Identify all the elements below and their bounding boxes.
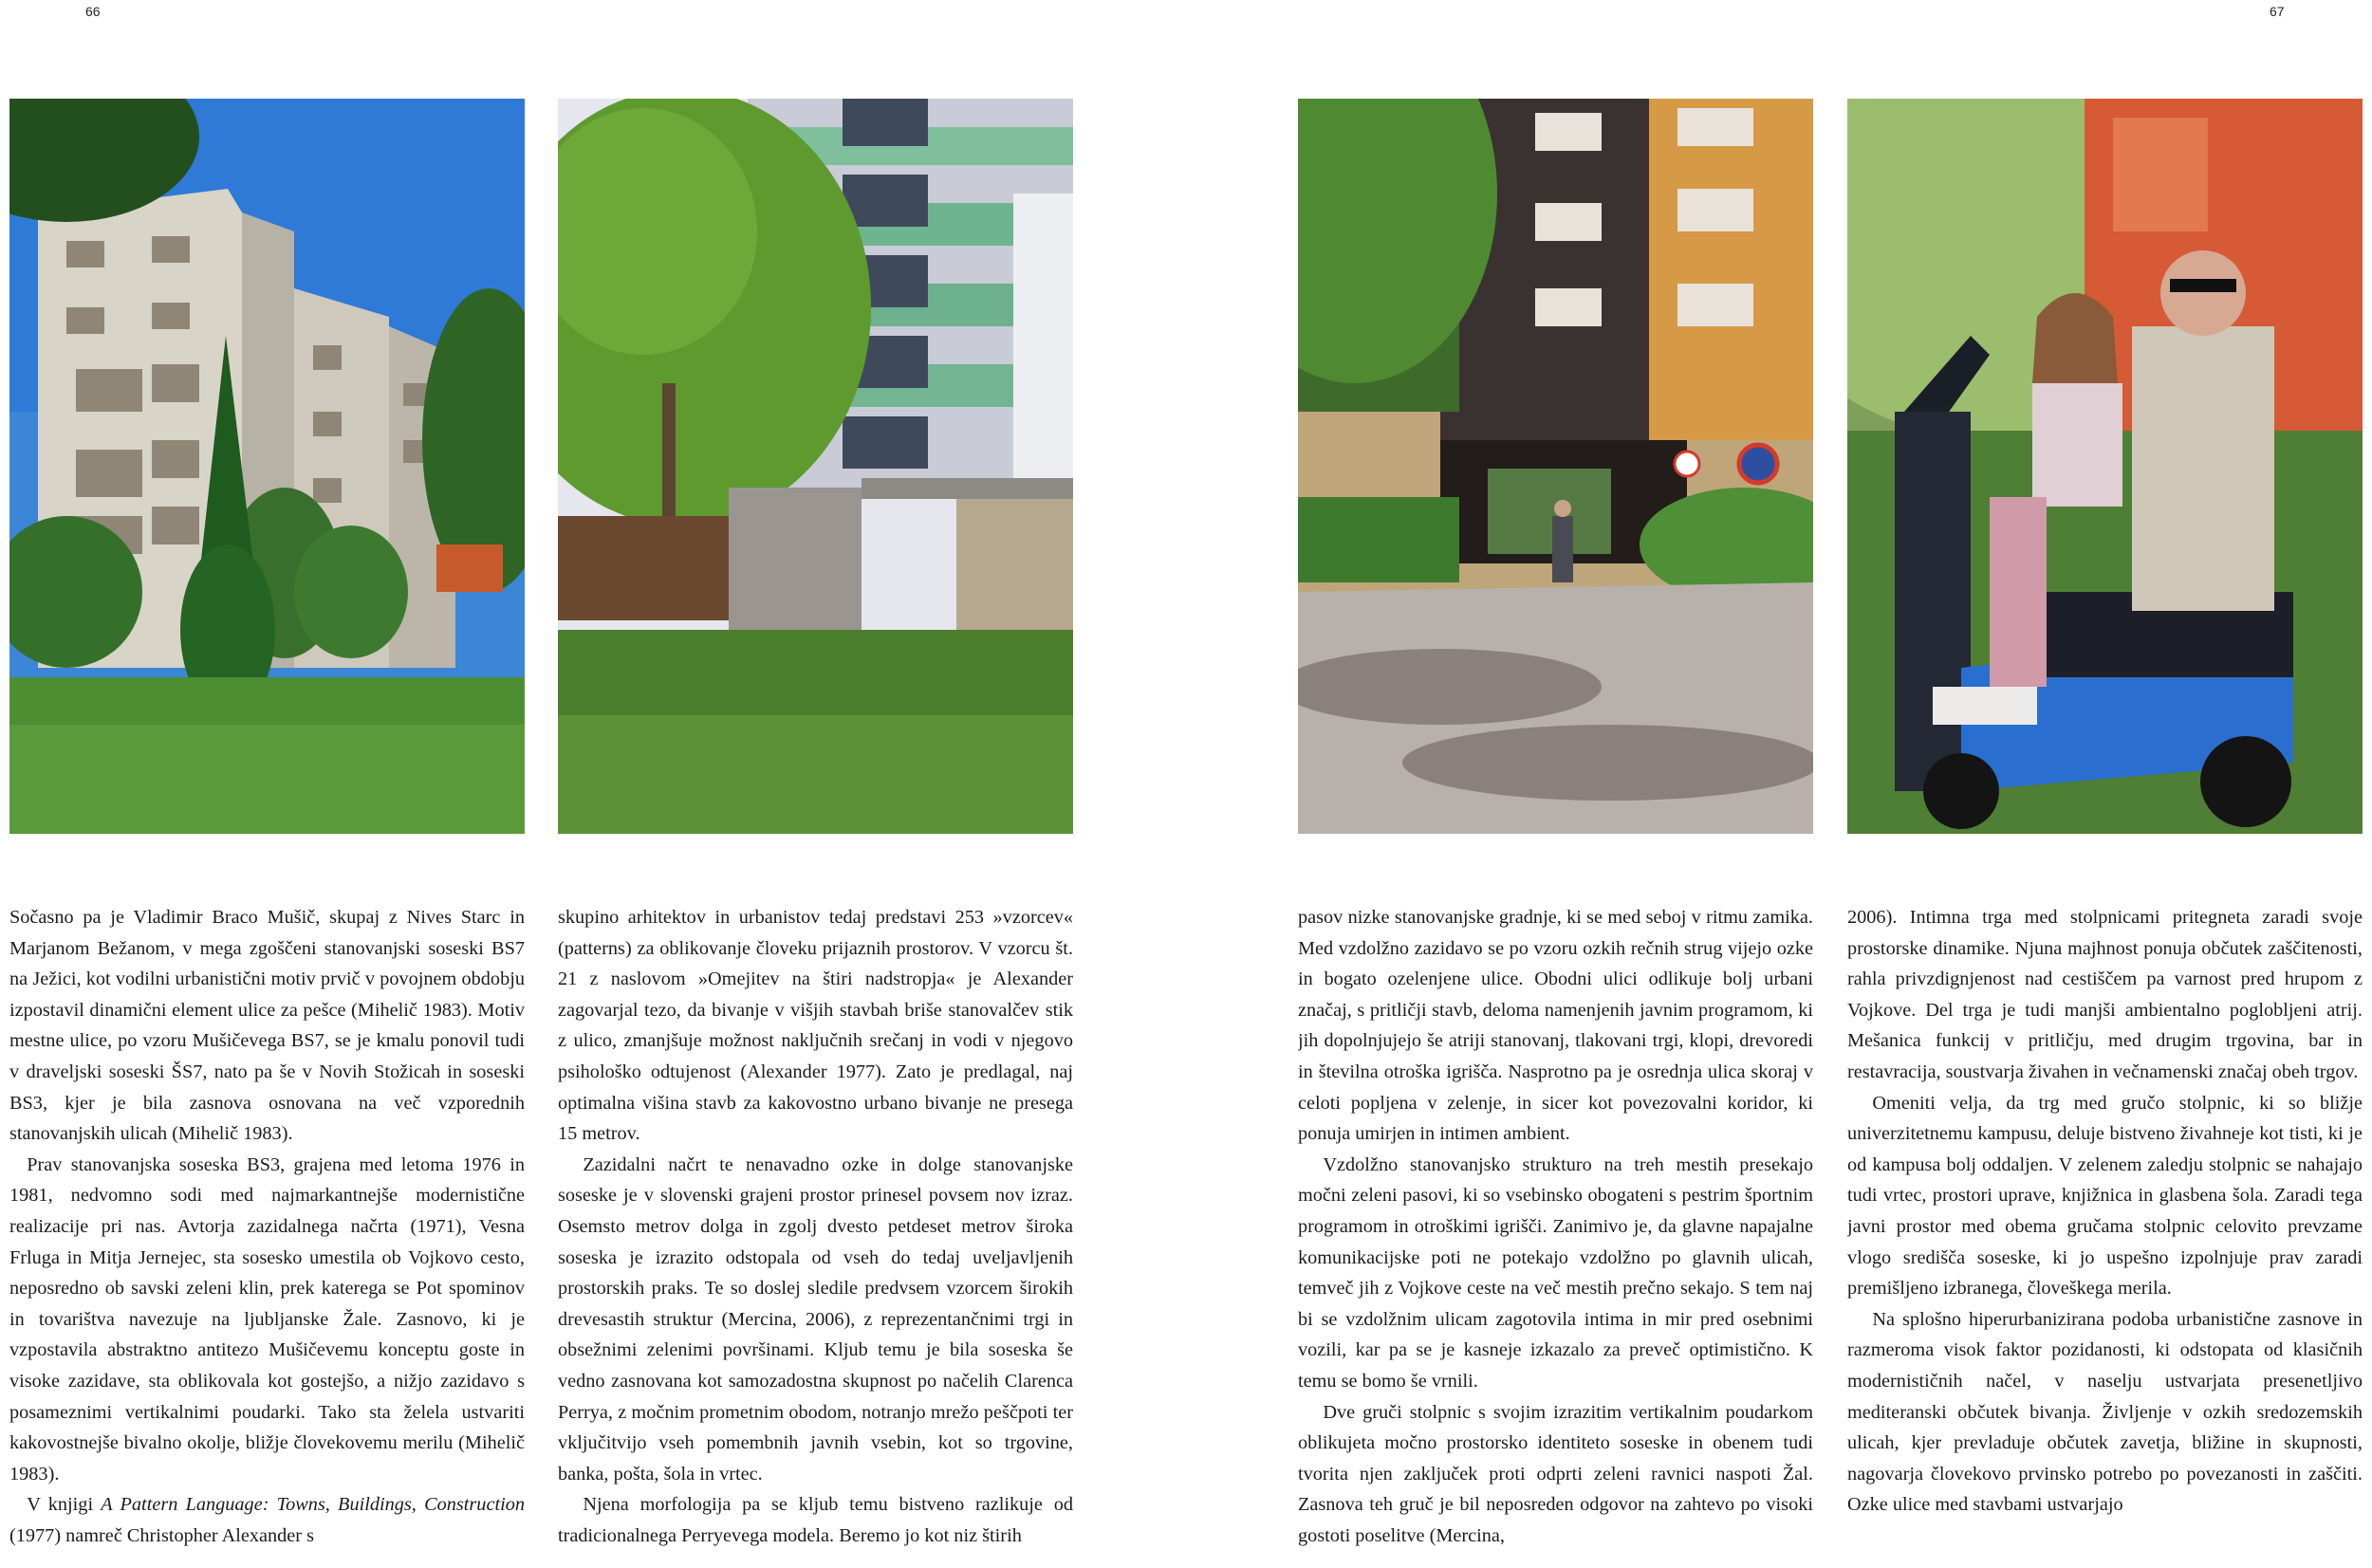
paragraph: Omeniti velja, da trg med gručo stolpnic, ki so bližje univerzitetnemu kampusu, deluje bistveno živahneje kot tisti, ki je od kampusa bolj oddaljen. V zelenem zaledju stolpnic se nahajajo tudi vrtec, prostori uprave, knjižnica in glasbena šola. Zaradi tega javni prostor med obema gručama stolpnic celovito prevzame vlogo središča soseske, ki jo uspešno izpolnjuje prav zaradi premišljeno izbranega, človeškega merila. [1847, 1092, 2363, 1300]
paragraph: 2006). Intimna trga med stolpnicami pritegneta zaradi svoje prostorske dinamike. Njuna majhnost ponuja občutek zaščitenosti, rahla privzdignjenost nad cestiščem pa varnost pred hrupom z Vojkove. Del trga je tudi manjši ambientalno poglobljeni atrij. Mešanica funkcij v pritličju, med drugim trgovina, bar in restavracija, soustvarja živahen in večnamenski značaj obeh trgov. [1847, 907, 2363, 1082]
paragraph: Dve gruči stolpnic s svojim izrazitim vertikalnim poudarkom oblikujeta močno prostorsko identiteto soseske in obenem tudi tvorita njen zaključek proti odprti zeleni ravnici naspoti Žal. Zasnova teh gruč je bil neposreden odgovor na zahtevo po visoki gostoti poselitve (Mercina, [1298, 1401, 1813, 1546]
page-number-right: 67 [2270, 4, 2285, 19]
photo-passage [1298, 99, 1813, 834]
paragraph: Vzdolžno stanovanjsko strukturo na treh mestih presekajo močni zeleni pasovi, ki so vsebinsko obogateni s pestrim športnim programom in otroškimi igrišči. Zanimivo je, da glavne napajalne komunikacijske poti ne potekajo vzdolžno po glavnih ulicah, temveč jih z Vojkove ceste na več mestih prečno sekajo. S tem naj bi se vzdolžnim ulicam zagotovila intima in mir pred osebnimi vozili, kar pa se je kasneje izkazalo za preveč optimistično. K temu se bomo še vrnili. [1298, 1153, 1813, 1392]
text-column-3 [1298, 902, 1813, 1566]
paragraph-text: (1977) namreč Christopher Alexander s [9, 1524, 315, 1546]
text-column-1 [9, 902, 525, 1566]
paragraph: Zazidalni načrt te nenavadno ozke in dolge stanovanjske soseske je v slovenski grajeni prostor prinesel povsem nov izraz. Osemsto metrov dolga in zgolj dvesto petdeset metrov široka soseska je izrazito odstopala od vseh do tedaj uveljavljenih prostorskih praks. Te so doslej sledile predvsem vzorcem širokih drevesastih struktur (Mercina, 2006), z reprezentančnimi trgi in obsežnimi zelenimi površinami. Kljub temu je bila soseska še vedno zasnovana kot samozadostna skupnost po načelih Clarenca Perrya, z močnim prometnim obodom, notranjo mrežo peščpoti ter vključitvijo vseh pomembnih javnih vsebin, kot so trgovine, banka, pošta, šola in vrtec. [558, 1153, 1073, 1485]
book-title: A Pattern Language: Towns, Buildings, Construction [101, 1494, 525, 1516]
photo-residential-block [9, 99, 525, 834]
paragraph: Njena morfologija pa se kljub temu bistveno razlikuje od tradicionalnega Perryevega modela. Beremo jo kot niz štirih [558, 1494, 1073, 1546]
paragraph: Sočasno pa je Vladimir Braco Mušič, skupaj z Nives Starc in Marjanom Bežanom, v mega zgoščeni stanovanjski soseski BS7 na Ježici, kot vodilni urbanistični motiv prvič v povojnem obdobju izpostavil dinamični element ulice za pešce (Mihelič 1983). Motiv mestne ulice, po vzoru Mušičevega BS7, se je kmalu ponovil tudi v draveljski soseski ŠS7, nato pa še v Novih Stožicah in soseski BS3, kjer je bila zasnova osnovana na več vzporednih stanovanjskih ulicah (Mihelič 1983). [9, 907, 525, 1145]
text-column-2 [558, 902, 1073, 1566]
page-number-left: 66 [85, 4, 101, 19]
paragraph: Na splošno hiperurbanizirana podoba urbanistične zasnove in razmeroma visok faktor pozidanosti, ki odstopata od klasičnih modernističnih načel, v naselju ustvarjata presenetljivo mediteranski občutek bivanja. Življenje v ozkih sredozemskih ulicah, kjer prevladuje občutek zavetja, bližine in skupnosti, nagovarja človekovo prvinsko potrebo po povezanosti in zaščiti. Ozke ulice med stavbami ustvarjajo [1847, 1308, 2363, 1516]
paragraph [9, 1489, 525, 1551]
text-column-4 [1847, 902, 2363, 1566]
paragraph: Prav stanovanjska soseska BS3, grajena med letoma 1976 in 1981, nedvomno sodi med najmarkantnejše modernistične realizacije pri nas. Avtorja zazidalnega načrta (1971), Vesna Frluga in Mitja Jernejec, sta sosesko umestila ob Vojkovo cesto, neposredno ob savski zeleni klin, prek katerega se Pot spominov in tovarištva navezuje na ljubljanske Žale. Zasnovo, ki je vzpostavila abstraktno antitezo Mušičevemu konceptu goste in visoke zazidave, sta oblikovala kot gostejšo, a nižjo zazidavo s posameznimi vertikalnimi poudarki. Tako sta želela ustvariti kakovostnejše bivalno okolje, bližje človekovemu merilu (Mihelič 1983). [9, 1153, 525, 1485]
paragraph-text: V knjigi [27, 1494, 102, 1516]
photo-striped-facade [558, 99, 1073, 834]
paragraph: skupino arhitektov in urbanistov tedaj predstavi 253 »vzorcev« (patterns) za oblikovanje človeku prijaznih prostorov. V vzorcu št. 21 z naslovom »Omejitev na štiri nadstropja« je Alexander zagovarjal tezo, da bivanje v višjih stavbah briše stanovalčev stik z ulico, zmanjšuje možnost naključnih srečanj in vodi v njegovo psihološko odtujenost (Alexander 1977). Zato je predlagal, naj optimalna višina stavb za kakovostno urbano bivanje ne presega 15 metrov. [558, 907, 1073, 1145]
paragraph: pasov nizke stanovanjske gradnje, ki se med seboj v ritmu zamika. Med vzdolžno zazidavo se po vzoru ozkih rečnih strug vijejo ozke in bogato ozelenjene ulice. Obodni ulici odlikuje bolj urbani značaj, s pritličji stavb, deloma namenjenih javnim programom, ki jih dopolnjujejo še atriji stanovanj, tlakovani trgi, klopi, drevoredi in številna otroška igrišča. Nasprotno pa je osrednja ulica skoraj v celoti popljena v zelenje, in sicer kot povezovalni koridor, ki ponuja umirjen in intimen ambient. [1298, 907, 1813, 1145]
photo-scooter [1847, 99, 2363, 834]
